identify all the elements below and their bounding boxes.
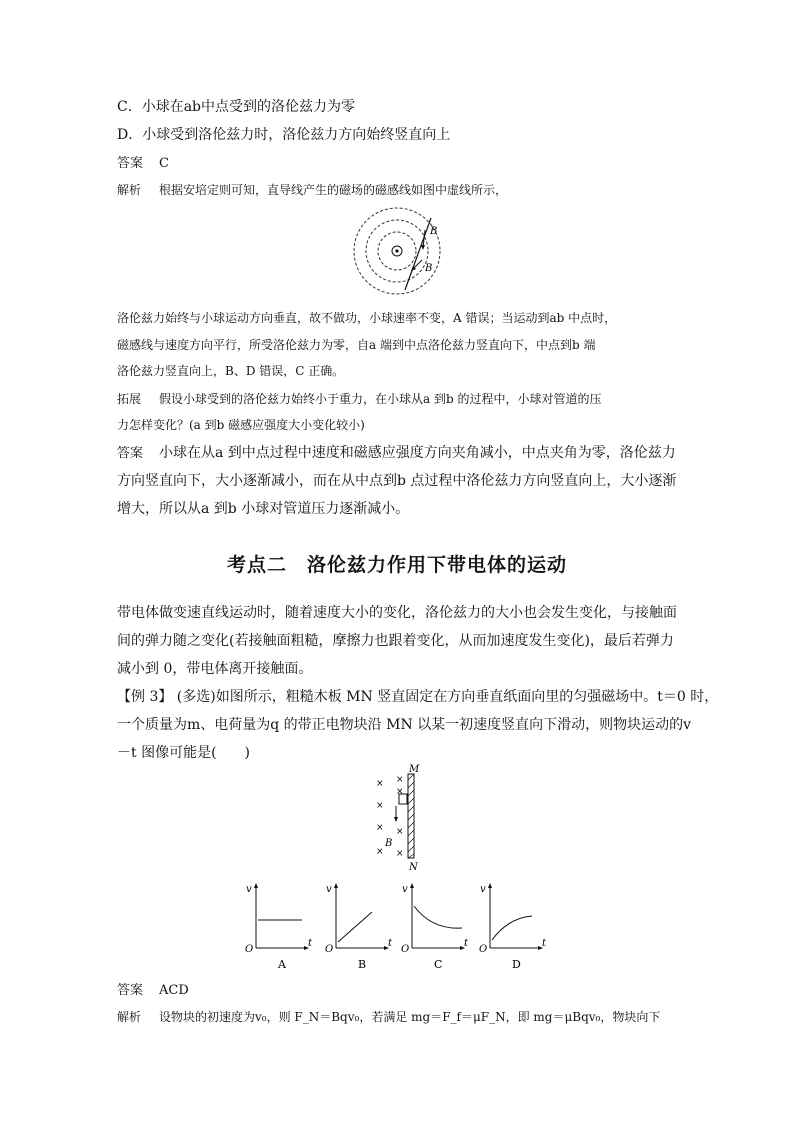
explanation-para-3: 洛伦兹力竖直向上，B、D 错误，C 正确。 — [117, 364, 345, 378]
answer-3-value: ACD — [159, 983, 189, 998]
cross-mark: × — [376, 779, 384, 789]
answer-value: C — [159, 156, 169, 171]
label-n: N — [409, 862, 418, 872]
graph-label-a: A — [278, 958, 286, 971]
t-axis-label: t — [388, 938, 393, 949]
cross-mark: × — [396, 849, 404, 859]
origin-label: O — [479, 944, 488, 955]
cross-mark: × — [376, 823, 384, 833]
section-heading: 考点二 洛伦兹力作用下带电体的运动 — [226, 554, 567, 576]
graph-label-c: C — [434, 958, 443, 971]
explanation-1 — [117, 181, 507, 198]
v-axis-arrow — [334, 883, 338, 888]
v-axis-arrow — [410, 883, 414, 888]
v-axis-arrow — [488, 883, 492, 888]
explanation-2-text: 设物块的初速度为v₀，则 F_N＝Bqv₀，若满足 mg＝F_f＝μF_N，即 mg＝μBqv₀，物块向下 — [159, 1010, 661, 1024]
t-axis-label: t — [464, 938, 469, 949]
extension-label: 拓展 — [117, 392, 142, 406]
field-lines-figure — [345, 204, 449, 296]
label-m: M — [409, 764, 420, 775]
extension-line-2: 力怎样变化？(a 到b 磁感应强度大小变化较小) — [117, 418, 365, 432]
answer-2-line-1 — [117, 442, 676, 462]
body-line-2: 间的弹力随之变化(若接触面粗糙，摩擦力也跟着变化，从而加速度发生变化)，最后若弹力 — [117, 633, 674, 649]
label-b: B — [385, 838, 393, 849]
option-d: D．小球受到洛伦兹力时，洛伦兹力方向始终竖直向上 — [117, 127, 451, 143]
explanation-label: 解析 — [117, 183, 142, 197]
example-line-2: 一个质量为m、电荷量为q 的带正电物块沿 MN 以某一初速度竖直向下滑动，则物块运动的v — [117, 717, 692, 733]
field-label-b-top: B — [430, 226, 438, 237]
explanation-para-2: 磁感线与速度方向平行，所受洛伦兹力为零，自a 端到中点洛伦兹力竖直向下，中点到b 端 — [117, 338, 596, 352]
v-axis-label: v — [246, 884, 252, 895]
graph-curve-b — [338, 912, 372, 942]
graph-label-d: D — [512, 958, 521, 971]
board-figure — [368, 764, 428, 872]
cross-mark: × — [376, 847, 384, 857]
answer-2-text: 小球在从a 到中点过程中速度和磁感应强度方向夹角减小，中点夹角为零，洛伦兹力 — [159, 445, 676, 461]
body-line-1: 带电体做变速直线运动时，随着速度大小的变化，洛伦兹力的大小也会发生变化，与接触面 — [117, 605, 677, 621]
explanation-2 — [117, 1008, 660, 1025]
v-axis-label: v — [326, 884, 332, 895]
explanation-text: 根据安培定则可知，直导线产生的磁场的磁感线如图中虚线所示， — [159, 183, 508, 197]
vt-graphs — [236, 880, 548, 972]
cross-mark: × — [396, 775, 404, 785]
extension-line-1 — [117, 390, 601, 407]
option-c: C．小球在ab中点受到的洛伦兹力为零 — [117, 99, 356, 115]
origin-label: O — [401, 944, 410, 955]
answer-3 — [117, 979, 189, 998]
answer-1 — [117, 152, 169, 171]
answer-2-line-3: 增大，所以从a 到b 小球对管道压力逐渐减小。 — [117, 501, 410, 517]
cross-mark: × — [396, 827, 404, 837]
graph-label-b: B — [358, 958, 367, 971]
cross-mark: × — [376, 801, 384, 811]
answer-3-label: 答案 — [117, 983, 144, 998]
answer-2-line-2: 方向竖直向下，大小逐渐减小，而在从中点到b 点过程中洛伦兹力方向竖直向上，大小逐渐 — [117, 473, 677, 489]
t-axis-label: t — [542, 938, 547, 949]
graph-curve-c — [414, 906, 462, 928]
graph-curve-d — [492, 916, 532, 940]
cross-mark: × — [396, 787, 404, 797]
origin-label: O — [325, 944, 334, 955]
v-axis-arrow — [254, 883, 258, 888]
answer-label: 答案 — [117, 156, 144, 171]
extension-text: 假设小球受到的洛伦兹力始终小于重力，在小球从a 到b 的过程中，小球对管道的压 — [159, 392, 602, 406]
field-label-b-bottom: B — [425, 263, 433, 274]
v-axis-label: v — [402, 884, 408, 895]
t-axis-label: t — [308, 938, 313, 949]
explanation-para-1: 洛伦兹力始终与小球运动方向垂直，故不做功，小球速率不变，A 错误；当运动到ab 中点时， — [117, 311, 617, 325]
origin-label: O — [245, 944, 254, 955]
v-axis-label: v — [480, 884, 486, 895]
explanation-2-label: 解析 — [117, 1010, 142, 1024]
example-line-3: －t 图像可能是( ) — [117, 745, 250, 761]
answer-2-label: 答案 — [117, 446, 144, 461]
body-line-3: 减小到 0，带电体离开接触面。 — [117, 661, 313, 677]
example-line-1: 【例 3】 (多选)如图所示，粗糙木板 MN 竖直固定在方向垂直纸面向里的匀强磁场中。t＝0 时， — [117, 689, 719, 705]
